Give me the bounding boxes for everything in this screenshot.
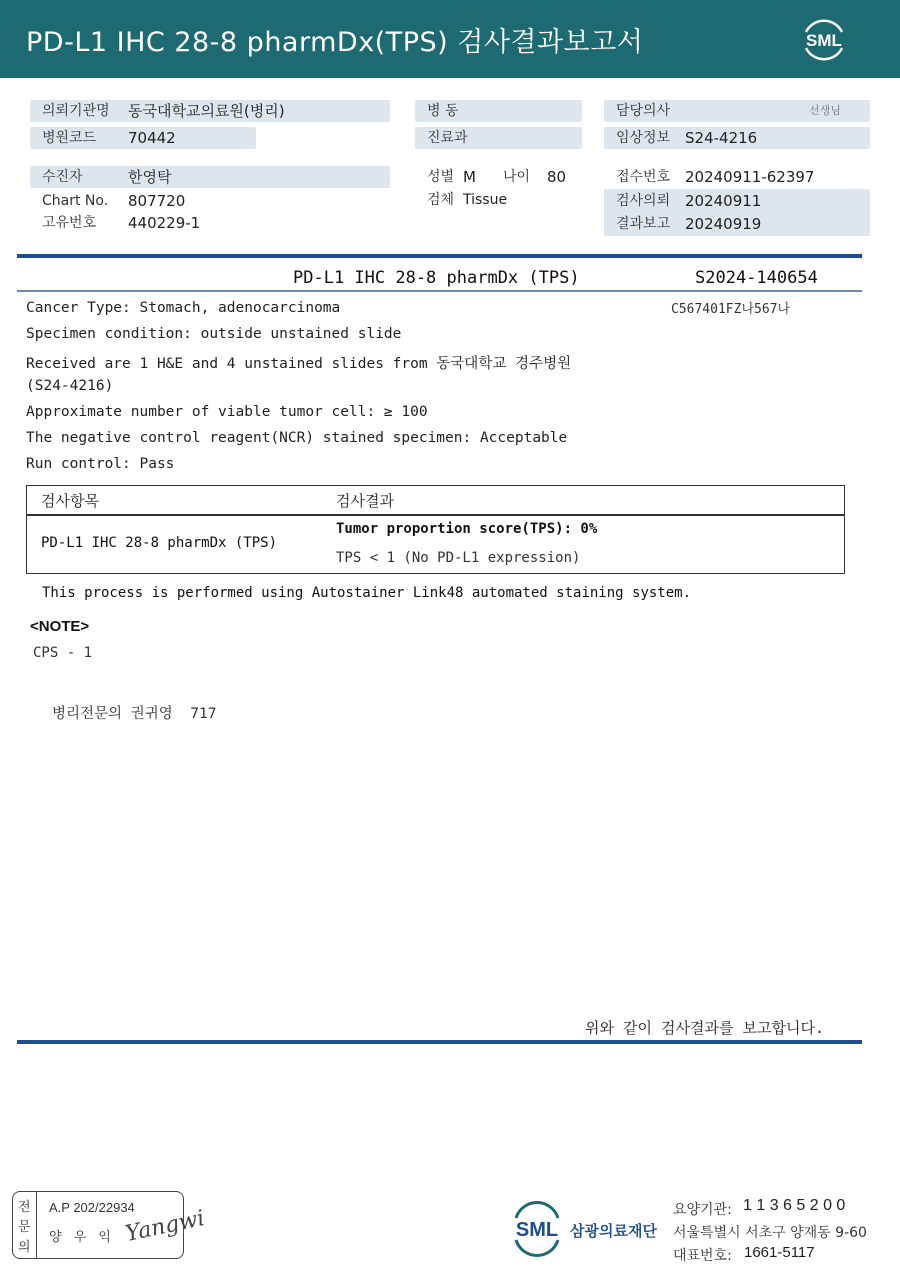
- bottom-divider: [17, 1040, 862, 1044]
- receipt-row: [604, 166, 870, 188]
- svg-text:SML: SML: [515, 1219, 559, 1241]
- pathologist-stamp: [12, 1191, 207, 1259]
- report-line: (S24-4216): [26, 378, 114, 394]
- dept-label: 진료과: [427, 130, 468, 146]
- org-address: 서울특별시 서초구 양재동 9-60: [673, 1225, 867, 1241]
- uid-row: [30, 212, 390, 234]
- age-label: 나이: [503, 169, 531, 185]
- ward-row: [415, 100, 582, 122]
- sex-label: 성별: [427, 169, 455, 185]
- specimen-row: [415, 189, 585, 211]
- specimen-value: Tissue: [463, 192, 508, 208]
- closing-statement: 위와 같이 검사결과를 보고합니다.: [585, 1019, 824, 1037]
- top-divider: [17, 254, 862, 258]
- result-table: [26, 485, 845, 574]
- institution-label: 의뢰기관명: [42, 103, 110, 119]
- process-statement: This process is performed using Autostainer Link48 automated staining system.: [42, 585, 692, 601]
- table-result-interpretation: TPS < 1 (No PD-L1 expression): [336, 550, 581, 566]
- sex-age-row: [415, 166, 585, 188]
- stamp-char: 전: [18, 1200, 31, 1215]
- institution-code-label: 요양기관:: [673, 1202, 732, 1218]
- note-title: <NOTE>: [30, 618, 90, 635]
- chart-label: Chart No.: [42, 193, 109, 209]
- dept-row: [415, 127, 582, 149]
- pathologist-line: 병리전문의 권귀영 717: [52, 706, 217, 722]
- chart-row: [30, 190, 390, 212]
- report-header: [0, 0, 900, 78]
- hospital-code-label: 병원코드: [42, 130, 97, 146]
- test-title: PD-L1 IHC 28-8 pharmDx (TPS): [293, 268, 580, 288]
- stamp-ap-number: A.P 202/22934: [49, 1200, 135, 1215]
- patient-row: [30, 166, 390, 188]
- sex-value: M: [463, 168, 476, 186]
- table-item-name: PD-L1 IHC 28-8 pharmDx (TPS): [41, 535, 278, 551]
- specimen-label: 검체: [427, 192, 455, 208]
- sml-org-logo-icon: [508, 1198, 566, 1258]
- report-line: Approximate number of viable tumor cell: ≥ 100: [26, 404, 428, 420]
- patient-value: 한영탁: [128, 168, 172, 186]
- receipt-label: 접수번호: [616, 169, 671, 185]
- ward-label: 병 동: [427, 103, 459, 119]
- clinical-value: S24-4216: [685, 129, 758, 147]
- age-value: 80: [547, 168, 567, 186]
- note-text: CPS - 1: [33, 645, 93, 661]
- report-date-row: [604, 213, 870, 235]
- title-divider: [17, 290, 862, 292]
- request-row: [604, 190, 870, 212]
- doctor-suffix: 선생님: [809, 104, 841, 117]
- institution-code: 1 1 3 6 5 2 0 0: [743, 1197, 846, 1214]
- institution-row: [30, 100, 390, 122]
- institution-value: 동국대학교의료원(병리): [128, 102, 285, 120]
- hospital-code-value: 70442: [128, 129, 176, 147]
- report-date-value: 20240919: [685, 215, 762, 233]
- stamp-char: 의: [18, 1240, 31, 1255]
- sml-logo-icon: [798, 14, 850, 64]
- patient-label: 수진자: [42, 169, 83, 185]
- stamp-char: 문: [18, 1220, 31, 1235]
- org-name: 삼광의료재단: [570, 1222, 657, 1240]
- request-label: 검사의뢰: [616, 193, 671, 209]
- svg-text:SML: SML: [806, 31, 842, 50]
- report-code: C567401FZ나567나: [671, 302, 791, 317]
- report-title: PD-L1 IHC 28-8 pharmDx(TPS) 검사결과보고서: [26, 27, 644, 58]
- phone-number: 1661-5117: [744, 1244, 815, 1261]
- chart-value: 807720: [128, 192, 186, 210]
- signature: Yangwi: [123, 1205, 207, 1248]
- doctor-label: 담당의사: [616, 103, 671, 119]
- uid-value: 440229-1: [128, 214, 201, 232]
- report-line: Received are 1 H&E and 4 unstained slides from 동국대학교 경주병원: [26, 356, 572, 372]
- table-header-divider: [27, 514, 844, 516]
- report-date-label: 결과보고: [616, 216, 671, 232]
- doctor-row: [604, 100, 870, 122]
- phone-label: 대표번호:: [673, 1248, 732, 1264]
- stamp-doctor-name: 양 우 익: [49, 1230, 115, 1245]
- case-number: S2024-140654: [695, 268, 818, 288]
- table-header-item: 검사항목: [41, 492, 99, 510]
- stamp-side-column: [13, 1192, 37, 1258]
- hospital-code-row: [30, 127, 256, 149]
- clinical-label: 임상정보: [616, 130, 671, 146]
- request-value: 20240911: [685, 192, 762, 210]
- report-line: Run control: Pass: [26, 456, 175, 472]
- report-line: Specimen condition: outside unstained slide: [26, 326, 402, 342]
- report-line: Cancer Type: Stomach, adenocarcinoma: [26, 300, 341, 316]
- table-header-result: 검사결과: [336, 492, 394, 510]
- report-line: The negative control reagent(NCR) stained specimen: Acceptable: [26, 430, 568, 446]
- clinical-row: [604, 127, 870, 149]
- receipt-value: 20240911-62397: [685, 168, 815, 186]
- uid-label: 고유번호: [42, 215, 97, 231]
- table-result-tps: Tumor proportion score(TPS): 0%: [336, 521, 598, 537]
